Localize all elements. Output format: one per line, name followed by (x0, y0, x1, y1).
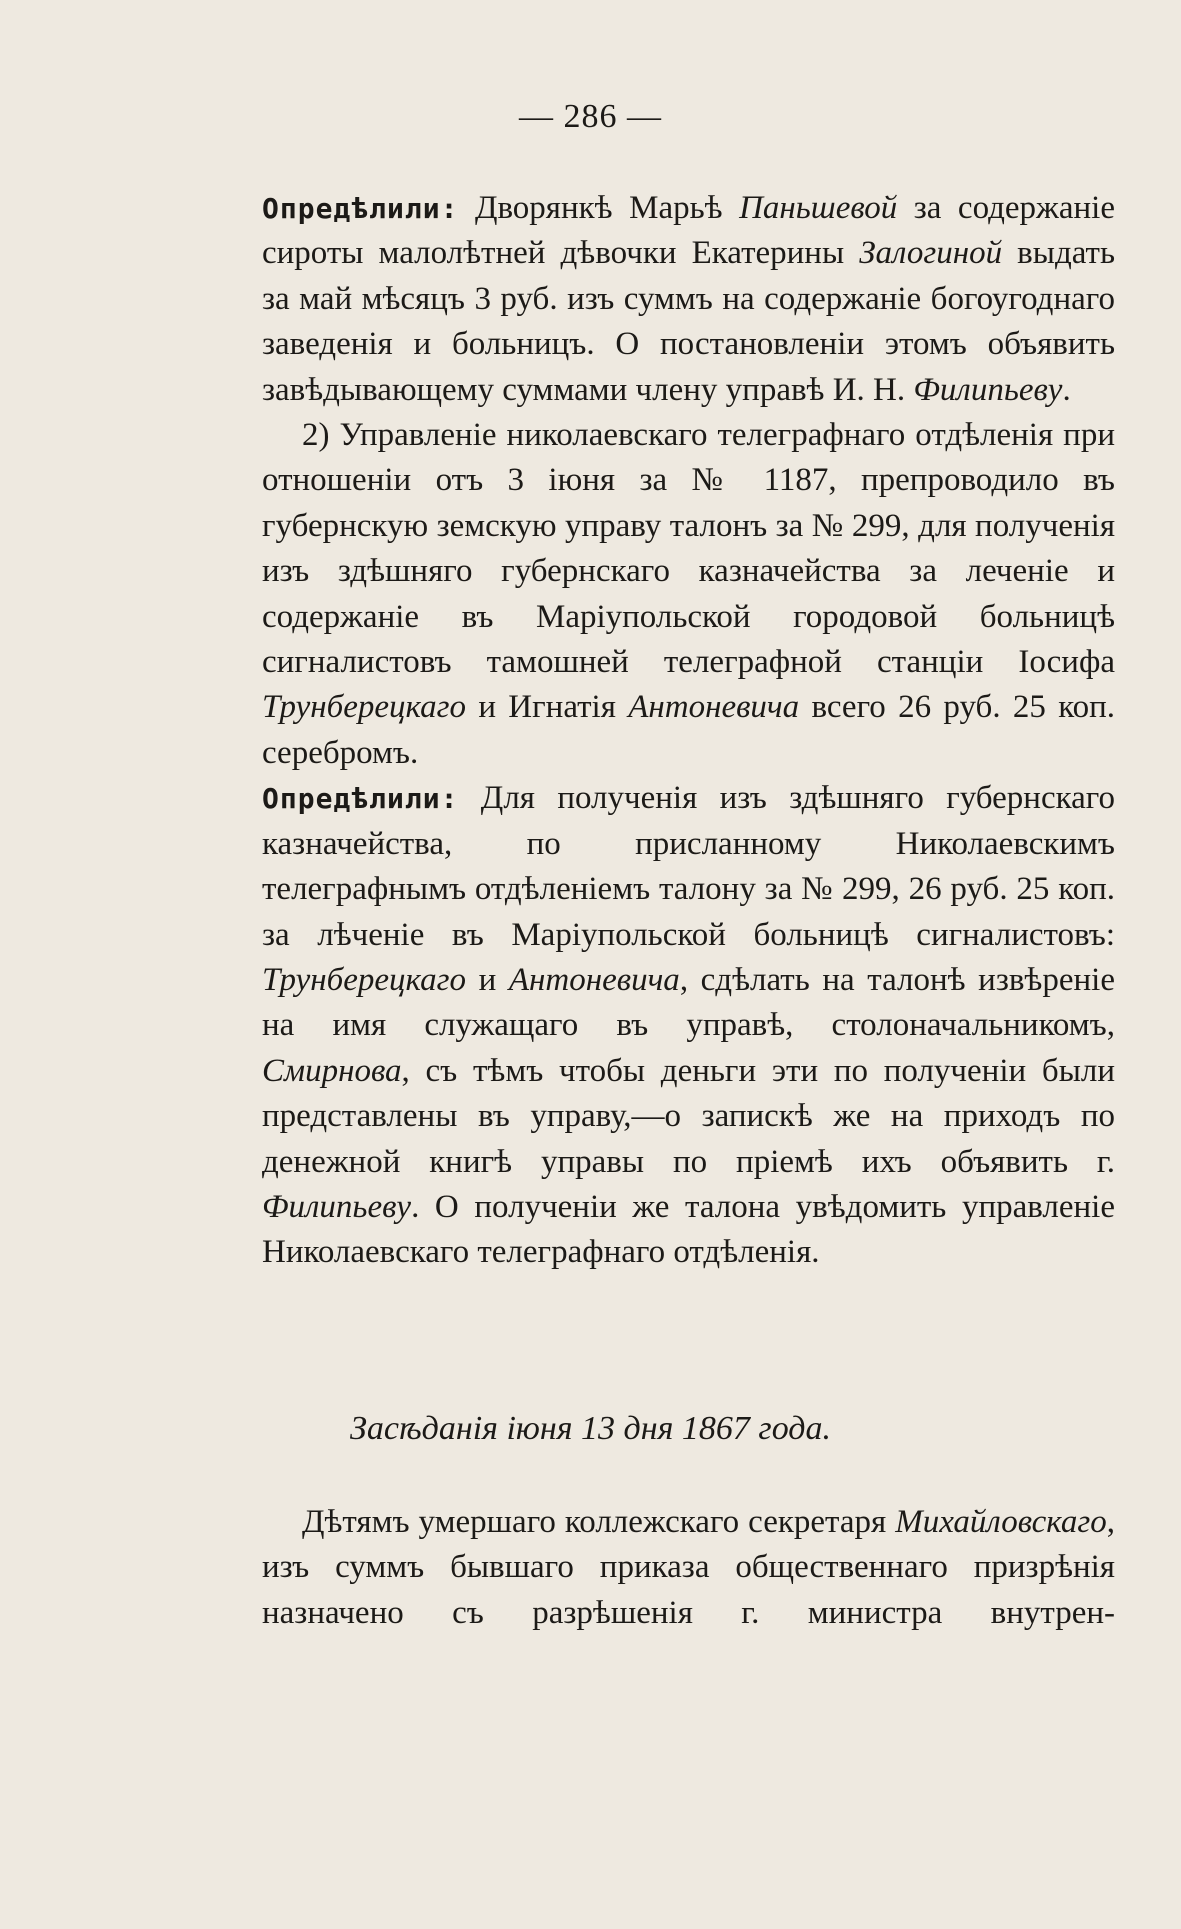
paragraph-session (262, 1500, 1115, 1636)
text-run: Дѣтямъ умершаго коллежскаго секретаря (302, 1504, 896, 1540)
person-name: Залогиной (859, 235, 1003, 272)
text-run: 2) Управленіе николаевскаго телеграфнаго отдѣленія при отношеніи отъ 3 іюня за № 1187, препроводило въ губернскую земскую управу талонъ за № 299, для полученія изъ здѣшняго губернскаго казначейства за леченіе и содержаніе въ Маріупольской городовой больницѣ сигналистовъ тамошней телеграфной станціи Іосифа (262, 417, 1115, 681)
person-name: Антоневича (508, 961, 680, 998)
text-run: , изъ суммъ бывшаго приказа общественнаго призрѣнія назначено съ разрѣшенія г. министра внутрен- (262, 1504, 1115, 1631)
text-run: Дворянкѣ Марьѣ (458, 190, 740, 226)
text-run: выдать за май мѣсяцъ 3 руб. изъ суммъ на содержаніе богоугоднаго заведенія и больницъ. О постановленіи этомъ объявить завѣдывающему суммами члену управѣ И. Н. (262, 235, 1115, 408)
person-name: Паньшевой (739, 190, 898, 226)
text-run: и (466, 961, 509, 998)
resolution-label: Опредѣлили: (262, 782, 459, 816)
text-run: , сдѣлать на талонѣ извѣреніе на имя служащаго въ управѣ, столоначальникомъ, (262, 961, 1115, 1044)
person-name: Антоневича (628, 689, 800, 726)
text-run: и Игнатія (466, 689, 629, 726)
text-run: . (1062, 371, 1071, 408)
text-run: Для полученія изъ здѣшняго губернскаго казначейства, по присланному Николаевскимъ телеграфнымъ отдѣленіемъ талону за № 299, 26 руб. 25 коп. за лѣченіе въ Маріупольской больницѣ сигналистовъ: (262, 780, 1115, 953)
text-run: за содержаніе сироты малолѣтней дѣвочки Екатерины (262, 190, 1115, 272)
person-name: Трунберецкаго (262, 961, 466, 998)
paragraph-resolution-1 (262, 186, 1115, 413)
resolution-label: Опредѣлили: (262, 192, 459, 225)
main-text (262, 186, 1115, 1276)
person-name: Михайловскаго (895, 1504, 1107, 1540)
person-name: Трунберецкаго (262, 689, 466, 726)
paragraph-item-2 (262, 413, 1115, 776)
text-run: всего 26 руб. 25 коп. серебромъ. (262, 689, 1115, 771)
text-run: , съ тѣмъ чтобы деньги эти по полученіи были представлены въ управу,—о запискѣ же на приходъ по денежной книгѣ управы по пріемѣ ихъ объявить г. (262, 1052, 1115, 1180)
page-number: — 286 — (519, 98, 662, 135)
person-name: Филипьеву (913, 371, 1063, 408)
session-heading: Засѣданія іюня 13 дня 1867 года. (350, 1410, 831, 1447)
person-name: Смирнова (262, 1052, 402, 1089)
text-run: . О полученіи же талона увѣдомить управленіе Николаевскаго телеграфнаго отдѣленія. (262, 1188, 1115, 1271)
paragraph-resolution-2 (262, 776, 1115, 1275)
person-name: Филипьеву (262, 1188, 412, 1225)
main-text-continued (262, 1500, 1115, 1636)
